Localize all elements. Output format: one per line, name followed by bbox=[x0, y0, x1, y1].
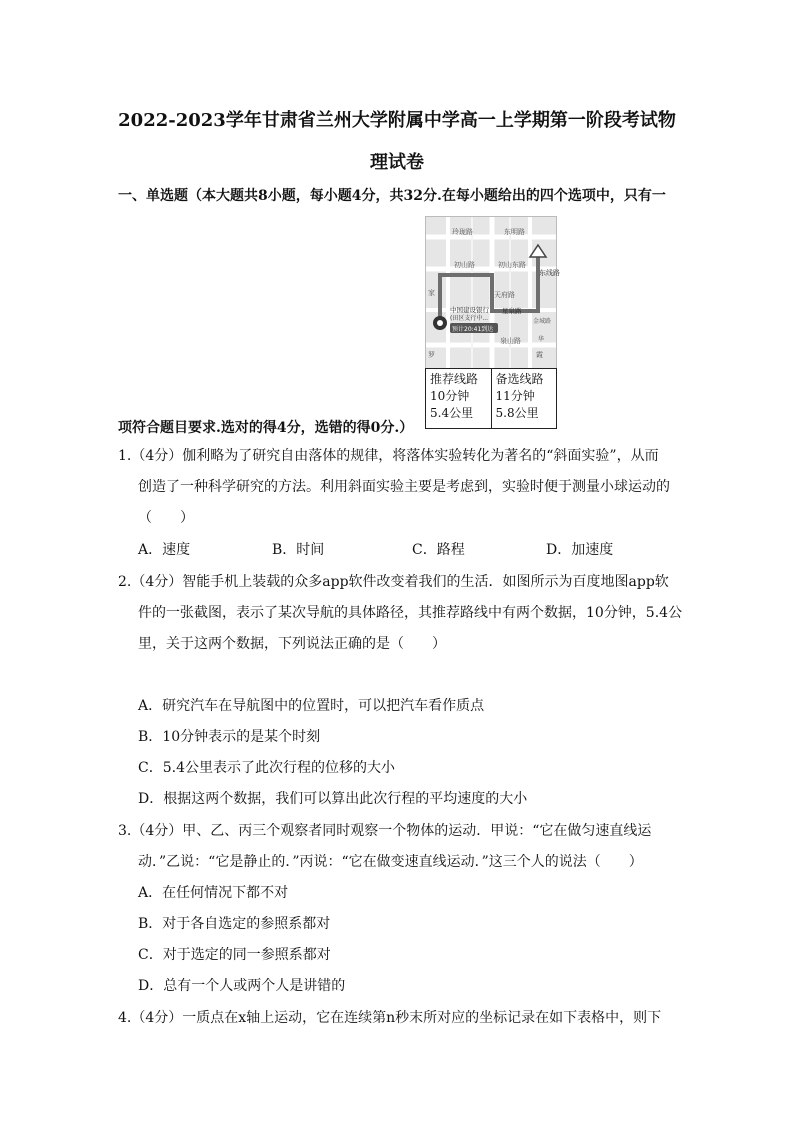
route-cell: 备选线路 bbox=[495, 372, 544, 386]
recommended-route bbox=[426, 369, 491, 428]
exam-title-line1: 2022-2023学年甘肃省兰州大学附属中学高一上学期第一阶段考试物 bbox=[118, 110, 676, 131]
option-b: B．时间 bbox=[272, 542, 325, 558]
navigation-map-screenshot bbox=[425, 216, 560, 370]
route-cell: 10分钟 bbox=[430, 389, 470, 403]
road-label: 玲珑路 bbox=[452, 228, 473, 236]
road-label: 泉山路 bbox=[500, 337, 521, 345]
road-label: 初山路 bbox=[454, 261, 475, 269]
route-cell: 11分钟 bbox=[495, 389, 535, 403]
road-label: 天府路 bbox=[494, 291, 515, 299]
option-d: D．加速度 bbox=[546, 542, 614, 558]
road-label: 初山东路 bbox=[498, 261, 526, 269]
option-d: D．总有一个人或两个人是讲错的 bbox=[138, 978, 346, 994]
option-b: B．对于各自选定的参照系都对 bbox=[138, 916, 331, 932]
question-2-text: 里，关于这两个数据，下列说法正确的是（ ） bbox=[138, 636, 446, 652]
road-label: 家 bbox=[428, 289, 435, 297]
option-a: A．在任何情况下都不对 bbox=[138, 885, 289, 901]
route-cell: 5.8公里 bbox=[495, 406, 539, 420]
option-d: D．根据这两个数据，我们可以算出此次行程的平均速度的大小 bbox=[138, 791, 528, 807]
question-2-text: 件的一张截图，表示了某次导航的具体路径，其推荐路线中有两个数据，10分钟，5.4公 bbox=[138, 605, 683, 621]
option-c: C．对于选定的同一参照系都对 bbox=[138, 947, 331, 963]
question-1-blank: （ ） bbox=[138, 510, 194, 526]
road-label: 东明路 bbox=[504, 228, 525, 236]
option-c: C．路程 bbox=[412, 542, 465, 558]
map-graphic bbox=[426, 217, 560, 369]
option-b: B．10分钟表示的是某个时刻 bbox=[138, 729, 321, 745]
road-label: 华 bbox=[538, 336, 545, 343]
question-1-text: 创造了一种科学研究的方法。利用斜面实验主要是考虑到，实验时便于测量小球运动的 bbox=[138, 479, 670, 495]
question-1-text: 1.（4分）伽利略为了研究自由落体的规律，将落体实验转化为著名的“斜面实验”，从而 bbox=[118, 448, 659, 464]
option-a: A．研究汽车在导航图中的位置时，可以把汽车看作质点 bbox=[138, 698, 485, 714]
section-heading: 一、单选题（本大题共8小题，每小题4分，共32分.在每小题给出的四个选项中，只有一 bbox=[118, 188, 666, 204]
question-4-text: 4.（4分）一质点在x轴上运动，它在连续第n秒末所对应的坐标记录在如下表格中，则下 bbox=[118, 1010, 662, 1026]
bank-sub-label: (田区支行中... bbox=[450, 315, 489, 322]
road-label: 金城路 bbox=[533, 318, 552, 325]
road-label: 霞 bbox=[536, 351, 543, 359]
option-c: C．5.4公里表示了此次行程的位移的大小 bbox=[138, 760, 395, 776]
bank-label: 中国建设银行 bbox=[450, 306, 489, 314]
route-cell: 5.4公里 bbox=[430, 406, 474, 420]
eta-badge: 预计20:41到达 bbox=[452, 326, 494, 333]
question-3-text: 动．”乙说：“它是静止的．”丙说：“它在做变速直线运动．”这三个人的说法（ ） bbox=[138, 854, 643, 870]
question-2-text: 2.（4分）智能手机上装载的众多app软件改变着我们的生活．如图所示为百度地图app软 bbox=[118, 574, 669, 590]
route-cell: 推荐线路 bbox=[430, 372, 479, 386]
section-heading-continued: 项符合题目要求.选对的得4分，选错的得0分.） bbox=[118, 420, 414, 436]
alternative-route bbox=[491, 369, 557, 428]
route-table bbox=[425, 368, 557, 429]
question-3-text: 3.（4分）甲、乙、丙三个观察者同时观察一个物体的运动．甲说：“它在做匀速直线运 bbox=[118, 823, 652, 839]
exam-title-line2: 理试卷 bbox=[370, 152, 424, 173]
road-label: 东线路 bbox=[539, 269, 560, 277]
option-a: A．速度 bbox=[138, 542, 191, 558]
road-label: 罗 bbox=[428, 351, 435, 359]
destination-label: 星泉路 bbox=[502, 307, 522, 315]
